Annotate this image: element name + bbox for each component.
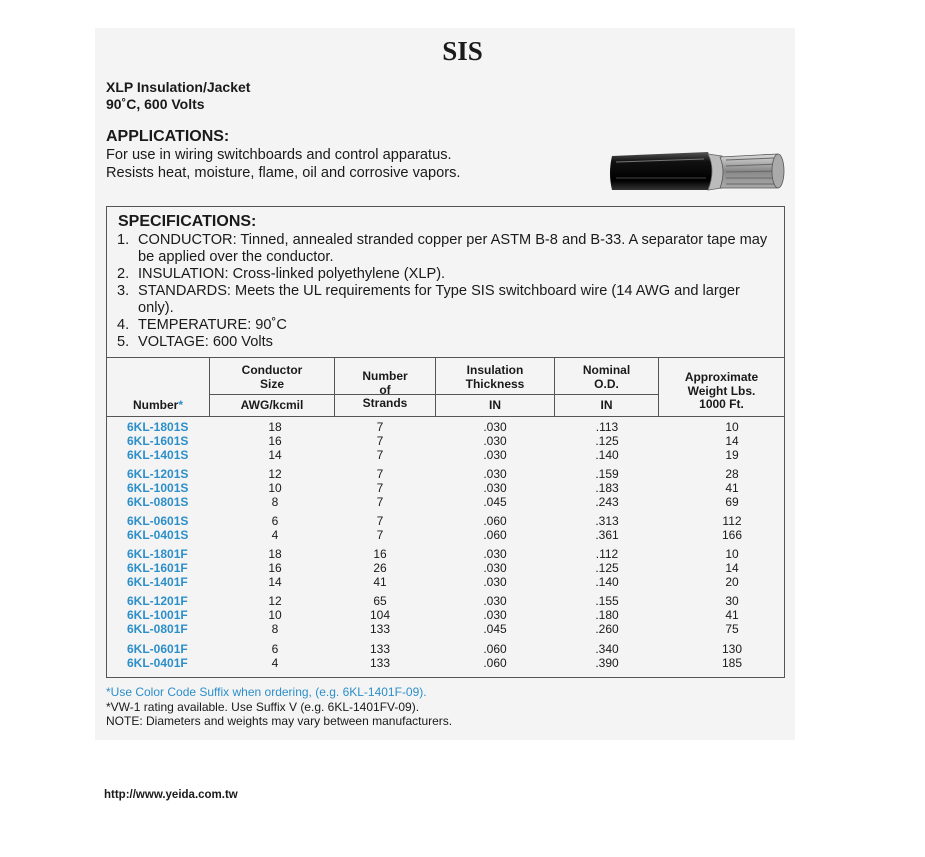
cell-strands: 7 [376, 495, 384, 509]
cell-strands: 16 [373, 547, 387, 561]
header-weight [659, 371, 784, 412]
cell-insulation: .030 [483, 547, 507, 561]
cell-od: .159 [595, 467, 619, 481]
cell-insulation: .030 [483, 594, 507, 608]
header-conductor-line: Conductor [241, 363, 303, 377]
cell-od: .125 [595, 434, 619, 448]
header-insulation-unit: IN [489, 398, 501, 412]
cell-strands: 104 [369, 608, 391, 622]
cell-od: .260 [595, 622, 619, 636]
cell-insulation: .045 [483, 495, 507, 509]
page-title: SIS [442, 36, 483, 66]
spec-number: 1. [117, 232, 130, 248]
cell-weight: 41 [725, 608, 739, 622]
cell-od: .183 [595, 481, 619, 495]
cell-size: 8 [271, 495, 279, 509]
part-number: 6KL-1001S [127, 481, 189, 495]
header-weight-line: Approximate [684, 370, 759, 384]
table-row [107, 622, 784, 636]
part-number: 6KL-1401F [127, 575, 188, 589]
footnote-color-code: *Use Color Code Suffix when ordering, (e.g. 6KL-1401F-09). [106, 685, 427, 699]
cell-strands: 7 [376, 420, 384, 434]
cell-od: .125 [595, 561, 619, 575]
table-row [107, 420, 784, 434]
cell-insulation: .060 [483, 642, 507, 656]
header-nominal-line: Nominal [582, 363, 631, 377]
header-insulation-line: Thickness [465, 376, 525, 391]
cell-strands: 133 [369, 622, 391, 636]
table-row [107, 656, 784, 670]
cell-insulation: .030 [483, 575, 507, 589]
cell-od: .112 [595, 547, 619, 561]
cell-insulation: .030 [483, 481, 507, 495]
cell-insulation: .060 [483, 656, 507, 670]
table-row [107, 547, 784, 561]
table-row [107, 514, 784, 528]
cell-od: .140 [595, 575, 619, 589]
cell-strands: 26 [373, 561, 387, 575]
cell-weight: 19 [725, 448, 739, 462]
cell-insulation: .060 [483, 528, 507, 542]
cell-size: 12 [268, 594, 282, 608]
cell-weight: 10 [725, 547, 739, 561]
cell-size: 4 [271, 528, 279, 542]
cell-strands: 133 [369, 642, 391, 656]
cell-insulation: .030 [483, 608, 507, 622]
footnote-vw1: *VW-1 rating available. Use Suffix V (e.g. 6KL-1401FV-09). [106, 699, 420, 714]
part-number: 6KL-0601S [127, 514, 189, 528]
cell-size: 12 [268, 467, 282, 481]
specifications-list [117, 232, 787, 351]
cell-weight: 69 [725, 495, 739, 509]
spec-text: TEMPERATURE: 90˚C [138, 317, 287, 333]
cell-strands: 7 [376, 481, 384, 495]
cell-size: 10 [268, 481, 282, 495]
cell-weight: 75 [725, 622, 739, 636]
part-number: 6KL-1601F [127, 561, 188, 575]
header-number [107, 399, 209, 413]
header-strands [335, 370, 435, 411]
cell-weight: 14 [725, 434, 739, 448]
cell-weight: 10 [725, 420, 739, 434]
header-strands-line: of [379, 382, 391, 397]
cell-weight: 130 [721, 642, 743, 656]
cell-strands: 7 [376, 448, 384, 462]
cell-size: 18 [268, 420, 282, 434]
subtitle-insulation: XLP Insulation/Jacket [106, 79, 251, 95]
cell-od: .180 [595, 608, 619, 622]
footnotes [106, 685, 452, 729]
cell-strands: 7 [376, 434, 384, 448]
header-conductor-line: Size [259, 376, 284, 391]
table-row [107, 608, 784, 622]
cell-size: 8 [271, 622, 279, 636]
header-conductor-size [210, 364, 334, 391]
cell-size: 18 [268, 547, 282, 561]
part-number: 6KL-1801F [127, 547, 188, 561]
spec-number: 3. [117, 283, 130, 299]
part-number: 6KL-0401S [127, 528, 189, 542]
table-row [107, 481, 784, 495]
specifications-box [106, 206, 785, 678]
cell-insulation: .045 [483, 622, 507, 636]
cell-size: 14 [268, 448, 282, 462]
header-conductor-unit: AWG/kcmil [240, 398, 304, 412]
cell-weight: 41 [725, 481, 739, 495]
table-row [107, 594, 784, 608]
cell-weight: 30 [725, 594, 739, 608]
cell-weight: 28 [725, 467, 739, 481]
cell-od: .361 [595, 528, 619, 542]
cell-size: 14 [268, 575, 282, 589]
cell-strands: 7 [376, 514, 384, 528]
spec-item [117, 283, 787, 317]
header-strands-line: Number [362, 369, 408, 383]
table-row [107, 495, 784, 509]
cell-od: .155 [595, 594, 619, 608]
cell-insulation: .030 [483, 561, 507, 575]
header-weight-line: 1000 Ft. [699, 397, 744, 411]
cell-size: 16 [268, 561, 282, 575]
header-insulation-line: Insulation [466, 363, 524, 377]
table-row [107, 448, 784, 462]
cell-size: 10 [268, 608, 282, 622]
header-nominal-od [555, 364, 658, 391]
cell-insulation: .030 [483, 467, 507, 481]
part-number: 6KL-0801S [127, 495, 189, 509]
table-row [107, 434, 784, 448]
spec-item [117, 334, 787, 351]
cell-od: .113 [595, 420, 619, 434]
table-row [107, 642, 784, 656]
header-insulation [436, 364, 554, 391]
cell-od: .390 [595, 656, 619, 670]
spec-item [117, 232, 787, 266]
cell-insulation: .030 [483, 448, 507, 462]
part-number: 6KL-1601S [127, 434, 189, 448]
header-number-label: Number [132, 398, 179, 412]
cell-od: .243 [595, 495, 619, 509]
table-row [107, 528, 784, 542]
cell-weight: 20 [725, 575, 739, 589]
cell-weight: 112 [722, 514, 742, 528]
spec-number: 4. [117, 317, 130, 333]
cell-od: .340 [595, 642, 619, 656]
header-weight-line: Weight Lbs. [687, 383, 756, 398]
part-number: 6KL-1001F [127, 608, 188, 622]
cell-insulation: .030 [483, 434, 507, 448]
spec-item [117, 266, 787, 283]
specifications-heading: SPECIFICATIONS: [118, 213, 257, 230]
cell-weight: 14 [725, 561, 739, 575]
table-row [107, 561, 784, 575]
cell-weight: 185 [721, 656, 743, 670]
cell-size: 16 [268, 434, 282, 448]
cell-size: 6 [271, 514, 279, 528]
spec-text: INSULATION: Cross-linked polyethylene (XLP). [138, 266, 446, 282]
table-row [107, 575, 784, 589]
part-number: 6KL-1201S [127, 467, 189, 481]
cell-insulation: .060 [483, 514, 507, 528]
spec-text: STANDARDS: Meets the UL requirements for Type SIS switchboard wire (14 AWG and larger only). [138, 283, 740, 316]
cell-insulation: .030 [483, 420, 507, 434]
part-number: 6KL-0601F [127, 642, 188, 656]
part-number: 6KL-1201F [127, 594, 188, 608]
spec-text: VOLTAGE: 600 Volts [138, 334, 273, 350]
cell-size: 4 [271, 656, 279, 670]
spec-text: CONDUCTOR: Tinned, annealed stranded copper per ASTM B-8 and B-33. A separator tape may be applied over the conductor. [138, 232, 768, 265]
cell-strands: 41 [373, 575, 387, 589]
cable-icon [610, 148, 786, 194]
cell-od: .313 [595, 514, 619, 528]
part-number: 6KL-0801F [127, 622, 188, 636]
header-strands-line: Strands [362, 396, 408, 410]
cell-od: .140 [595, 448, 619, 462]
header-nominal-line: O.D. [594, 376, 619, 391]
applications-heading: APPLICATIONS: [106, 128, 230, 145]
header-number-star: * [178, 398, 183, 412]
footnote-diameters: NOTE: Diameters and weights may vary between manufacturers. [106, 714, 453, 728]
cell-strands: 7 [376, 528, 384, 542]
part-number: 6KL-0401F [127, 656, 188, 670]
applications-text: For use in wiring switchboards and control apparatus. Resists heat, moisture, flame, oil and corrosive vapors. [106, 147, 461, 181]
spec-item [117, 317, 787, 334]
table-row [107, 467, 784, 481]
cell-strands: 7 [376, 467, 384, 481]
subtitle-rating: 90˚C, 600 Volts [106, 96, 205, 112]
cell-strands: 133 [369, 656, 391, 670]
cell-weight: 166 [721, 528, 743, 542]
cell-strands: 65 [373, 594, 387, 608]
spec-number: 2. [117, 266, 130, 282]
cell-size: 6 [271, 642, 279, 656]
part-number: 6KL-1801S [127, 420, 189, 434]
website-url[interactable]: http://www.yeida.com.tw [104, 789, 238, 801]
part-number: 6KL-1401S [127, 448, 189, 462]
spec-number: 5. [117, 334, 130, 350]
header-nominal-unit: IN [600, 398, 613, 412]
